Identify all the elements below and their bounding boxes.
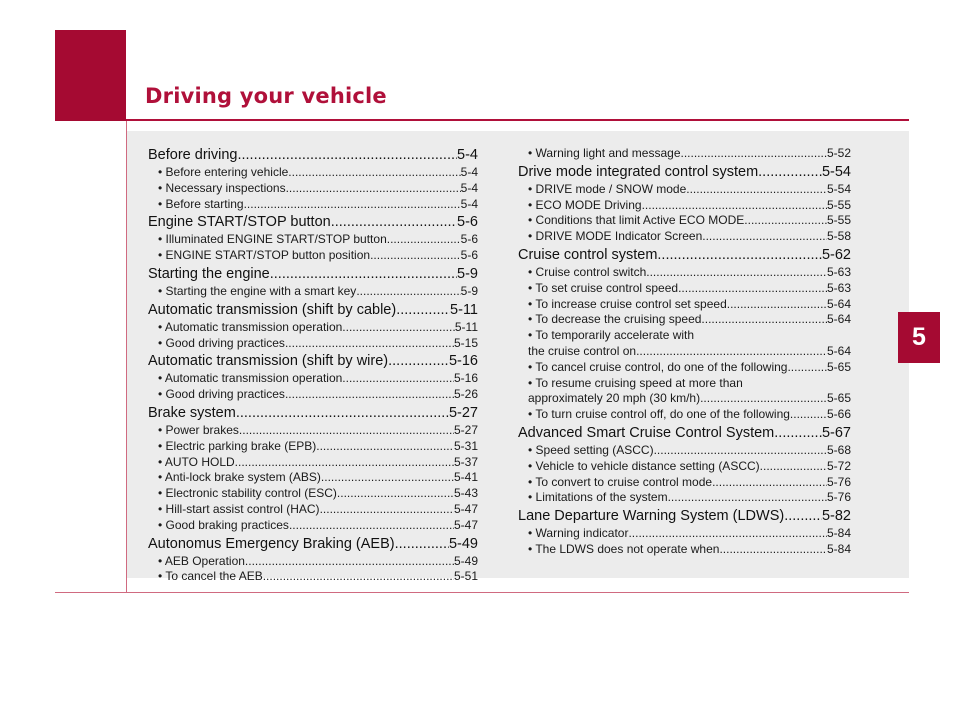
toc-item-continued: • To resume cruising speed at more than xyxy=(528,375,743,390)
toc-entry-label: • To decrease the cruising speed xyxy=(528,312,702,327)
toc-item-entry[interactable] xyxy=(518,542,851,558)
toc-page-number: 5-64 xyxy=(826,296,851,311)
toc-page-number: 5-58 xyxy=(826,229,851,244)
toc-entry-label: Cruise control system xyxy=(518,246,658,263)
dot-leader xyxy=(646,265,827,281)
dot-leader xyxy=(237,145,457,165)
toc-page-number: 5-64 xyxy=(826,343,851,358)
toc-item-entry[interactable] xyxy=(148,371,478,387)
toc-item-entry[interactable] xyxy=(148,336,478,352)
toc-section-entry[interactable] xyxy=(148,351,478,371)
toc-item-entry[interactable] xyxy=(518,265,851,281)
dot-leader xyxy=(289,518,454,534)
toc-entry-label: Autonomus Emergency Braking (AEB) xyxy=(148,535,395,552)
toc-item-entry[interactable] xyxy=(518,297,851,313)
toc-item-continued: • To temporarily accelerate with xyxy=(528,328,695,343)
dot-leader xyxy=(370,248,461,264)
toc-entry-label: Before driving xyxy=(148,147,238,163)
toc-section-entry[interactable] xyxy=(148,403,478,423)
dot-leader xyxy=(270,264,457,284)
toc-entry-label: • AUTO HOLD xyxy=(158,454,235,469)
dot-leader xyxy=(342,320,455,336)
bottom-rule xyxy=(55,592,909,593)
toc-page-number: 5-63 xyxy=(826,280,851,295)
toc-entry-label: Drive mode integrated control system xyxy=(518,163,759,180)
toc-item-entry[interactable] xyxy=(148,181,478,197)
toc-item-entry[interactable] xyxy=(518,229,851,245)
toc-entry-label: approximately 20 mph (30 km/h) xyxy=(528,391,701,406)
toc-page-number: 5-64 xyxy=(826,312,851,327)
dot-leader xyxy=(396,300,450,320)
dot-leader xyxy=(316,439,454,455)
page-title: Driving your vehicle xyxy=(145,84,387,108)
toc-entry-label: Lane Departure Warning System (LDWS) xyxy=(518,508,785,525)
toc-item-entry[interactable] xyxy=(518,459,851,475)
toc-entry-label: • Necessary inspections xyxy=(158,180,286,195)
toc-page-number: 5-9 xyxy=(457,265,478,282)
toc-page-number: 5-76 xyxy=(826,490,851,505)
toc-entry-label: • Conditions that limit Active ECO MODE xyxy=(528,213,745,228)
toc-entry-label: • Illuminated ENGINE START/STOP button xyxy=(158,232,387,247)
toc-page-number: 5-65 xyxy=(826,391,851,406)
chapter-tab[interactable]: 5 xyxy=(898,312,940,363)
dot-leader xyxy=(678,281,827,297)
toc-page-number: 5-63 xyxy=(826,264,851,279)
toc-item-entry[interactable] xyxy=(148,320,478,336)
toc-entry-label: • AEB Operation xyxy=(158,553,245,568)
dot-leader xyxy=(292,165,461,181)
toc-item-entry[interactable] xyxy=(148,554,478,570)
toc-entry-label: • To increase cruise control set speed xyxy=(528,296,727,311)
toc-page-number: 5-6 xyxy=(457,214,478,231)
toc-entry-label: • The LDWS does not operate when xyxy=(528,541,720,556)
dot-leader xyxy=(686,182,827,198)
toc-column-left xyxy=(148,145,478,585)
toc-entry-label: • Power brakes xyxy=(158,422,239,437)
toc-section-entry[interactable] xyxy=(518,423,851,443)
toc-page-number: 5-49 xyxy=(453,553,478,568)
toc-entry-label: • Electronic stability control (ESC) xyxy=(158,486,337,501)
dot-leader xyxy=(790,407,827,423)
toc-item-entry[interactable] xyxy=(518,360,851,376)
dot-leader xyxy=(668,490,827,506)
dot-leader xyxy=(642,198,827,214)
toc-item-entry[interactable] xyxy=(148,455,478,471)
toc-item-entry[interactable] xyxy=(148,284,478,300)
toc-page-number: 5-6 xyxy=(460,248,478,263)
toc-entry-label: • Good driving practices xyxy=(158,335,285,350)
toc-section-entry[interactable] xyxy=(148,264,478,284)
header-red-block xyxy=(55,30,126,121)
toc-entry-label: • DRIVE MODE Indicator Screen xyxy=(528,229,703,244)
toc-entry-label: • Before entering vehicle. xyxy=(158,165,292,179)
toc-item-entry[interactable] xyxy=(518,475,851,491)
toc-entry-label: • To set cruise control speed xyxy=(528,280,679,295)
toc-item-entry[interactable] xyxy=(148,423,478,439)
toc-page-number: 5-54 xyxy=(821,163,851,180)
toc-entry-label: • Electric parking brake (EPB) xyxy=(158,438,317,453)
dot-leader xyxy=(331,212,457,232)
dot-leader xyxy=(784,506,822,526)
toc-entry-label: • Starting the engine with a smart key xyxy=(158,283,357,298)
toc-page-number: 5-55 xyxy=(826,197,851,212)
toc-item-entry[interactable] xyxy=(148,502,478,518)
toc-item-entry[interactable] xyxy=(148,470,478,486)
toc-page-number: 5-11 xyxy=(454,319,478,334)
toc-page-number: 5-84 xyxy=(826,541,851,556)
dot-leader xyxy=(701,312,827,328)
toc-page-number: 5-16 xyxy=(453,371,478,386)
toc-entry-label: Automatic transmission (shift by wire) xyxy=(148,353,389,370)
toc-item-entry[interactable] xyxy=(148,569,478,585)
toc-page-number: 5-67 xyxy=(821,424,851,441)
toc-page-number: 5-82 xyxy=(821,508,851,525)
toc-page-number: 5-15 xyxy=(453,335,478,350)
toc-item-entry[interactable] xyxy=(518,407,851,423)
dot-leader xyxy=(244,197,461,213)
toc-entry-label: • To turn cruise control off, do one of the following xyxy=(528,407,790,422)
toc-page-number: 5-52 xyxy=(826,146,851,160)
toc-entry-label: • Cruise control switch xyxy=(528,264,647,279)
toc-item-entry[interactable] xyxy=(518,182,851,198)
dot-leader xyxy=(356,284,460,300)
toc-entry-label: • Warning indicator xyxy=(528,526,629,541)
toc-entry-label: • ECO MODE Driving xyxy=(528,197,642,212)
dot-leader xyxy=(654,443,827,459)
toc-item-entry[interactable] xyxy=(148,248,478,264)
dot-leader xyxy=(395,534,449,554)
toc-item-entry[interactable] xyxy=(148,486,478,502)
toc-page-number: 5-65 xyxy=(826,359,851,374)
toc-page-number: 5-4 xyxy=(460,165,478,179)
dot-leader xyxy=(681,146,827,162)
toc-entry-label: Advanced Smart Cruise Control System xyxy=(518,424,775,441)
toc-item-entry[interactable] xyxy=(518,146,851,162)
dot-leader xyxy=(236,403,449,423)
toc-item-entry[interactable] xyxy=(148,197,478,213)
toc-page-number: 5-51 xyxy=(453,569,478,584)
toc-item-entry[interactable] xyxy=(518,213,851,229)
toc-entry-label: • Hill-start assist control (HAC) xyxy=(158,501,320,516)
toc-page-number: 5-31 xyxy=(453,438,478,453)
toc-item-entry[interactable] xyxy=(518,490,851,506)
toc-item-entry[interactable] xyxy=(518,281,851,297)
toc-page-number: 5-16 xyxy=(448,353,478,370)
dot-leader xyxy=(700,391,827,407)
toc-entry-label: • Automatic transmission operation xyxy=(158,371,343,386)
toc-entry-label: the cruise control on xyxy=(528,343,637,358)
toc-item-entry[interactable] xyxy=(518,391,851,407)
toc-page-number: 5-66 xyxy=(826,407,851,422)
dot-leader xyxy=(787,360,827,376)
toc-entry-label: Starting the engine xyxy=(148,265,270,282)
toc-entry-label: • To cancel cruise control, do one of the following xyxy=(528,359,788,374)
dot-leader xyxy=(774,423,822,443)
toc-page-number: 5-47 xyxy=(453,501,478,516)
toc-entry-label: • To cancel the AEB xyxy=(158,569,263,584)
toc-page-number: 5-49 xyxy=(448,535,478,552)
toc-entry-label: • Good driving practices xyxy=(158,387,285,402)
toc-page-number: 5-84 xyxy=(826,526,851,541)
toc-page-number: 5-9 xyxy=(460,283,478,298)
toc-item-entry[interactable] xyxy=(518,344,851,360)
dot-leader xyxy=(245,554,454,570)
toc-page-number: 5-27 xyxy=(453,422,478,437)
dot-leader xyxy=(628,526,827,542)
toc-entry-label: • Limitations of the system xyxy=(528,490,668,505)
toc-page-number: 5-4 xyxy=(457,147,478,163)
toc-entry-label: • ENGINE START/STOP button position xyxy=(158,248,371,263)
toc-page-number: 5-4 xyxy=(460,180,478,195)
toc-entry-label: • Automatic transmission operation xyxy=(158,319,343,334)
toc-page-number: 5-62 xyxy=(821,246,851,263)
toc-page-number: 5-26 xyxy=(453,387,478,402)
toc-item-entry[interactable] xyxy=(148,439,478,455)
toc-entry-label: Brake system xyxy=(148,404,236,421)
toc-item-entry[interactable] xyxy=(148,165,478,181)
toc-column-right xyxy=(518,146,851,558)
dot-leader xyxy=(320,502,454,518)
dot-leader xyxy=(285,336,454,352)
dot-leader xyxy=(235,455,454,471)
toc-page-number: 5-76 xyxy=(826,474,851,489)
dot-leader xyxy=(727,297,827,313)
dot-leader xyxy=(657,245,822,265)
toc-section-entry[interactable] xyxy=(148,212,478,232)
toc-entry-label: Engine START/STOP button xyxy=(148,214,331,231)
toc-page-number: 5-68 xyxy=(826,442,851,457)
toc-section-entry[interactable] xyxy=(518,162,851,182)
dot-leader xyxy=(702,229,827,245)
title-underline xyxy=(126,119,909,121)
dot-leader xyxy=(636,344,827,360)
dot-leader xyxy=(388,351,449,371)
toc-entry-label: Automatic transmission (shift by cable) xyxy=(148,301,397,318)
dot-leader xyxy=(239,423,454,439)
toc-item-entry[interactable] xyxy=(518,198,851,214)
toc-page-number: 5-37 xyxy=(453,454,478,469)
dot-leader xyxy=(286,181,461,197)
toc-section-entry[interactable] xyxy=(148,300,478,320)
toc-page-number: 5-11 xyxy=(450,301,478,318)
toc-entry-label: • Anti-lock brake system (ABS) xyxy=(158,470,321,485)
toc-item-entry[interactable] xyxy=(148,387,478,403)
toc-section-entry[interactable] xyxy=(518,245,851,265)
dot-leader xyxy=(744,213,827,229)
toc-section-entry[interactable] xyxy=(148,534,478,554)
toc-item-entry[interactable] xyxy=(518,312,851,328)
dot-leader xyxy=(760,459,827,475)
dot-leader xyxy=(758,162,822,182)
toc-item-entry[interactable] xyxy=(518,443,851,459)
toc-page-number: 5-55 xyxy=(826,213,851,228)
toc-entry-label: • Warning light and message xyxy=(528,146,681,160)
toc-entry-label: • To convert to cruise control mode xyxy=(528,474,713,489)
toc-page-number: 5-6 xyxy=(460,232,478,247)
toc-entry-label: • Vehicle to vehicle distance setting (ASCC) xyxy=(528,458,760,473)
dot-leader xyxy=(285,387,454,403)
toc-page-number: 5-27 xyxy=(448,404,478,421)
toc-entry-label: • DRIVE mode / SNOW mode xyxy=(528,181,687,196)
dot-leader xyxy=(712,475,827,491)
dot-leader xyxy=(337,486,454,502)
toc-page-number: 5-41 xyxy=(453,470,478,485)
toc-section-entry[interactable] xyxy=(518,506,851,526)
dot-leader xyxy=(342,371,454,387)
toc-section-entry[interactable] xyxy=(148,145,478,165)
toc-page-number: 5-47 xyxy=(453,517,478,532)
dot-leader xyxy=(321,470,454,486)
dot-leader xyxy=(719,542,827,558)
dot-leader xyxy=(387,232,461,248)
toc-page-number: 5-43 xyxy=(453,486,478,501)
toc-page-number: 5-72 xyxy=(826,458,851,473)
toc-entry-label: • Speed setting (ASCC) xyxy=(528,442,654,457)
toc-item-entry[interactable] xyxy=(518,526,851,542)
toc-page-number: 5-4 xyxy=(460,196,478,211)
toc-item-entry[interactable] xyxy=(148,232,478,248)
toc-page-number: 5-54 xyxy=(826,181,851,196)
dot-leader xyxy=(263,569,454,585)
toc-entry-label: • Good braking practices xyxy=(158,517,289,532)
toc-entry-label: • Before starting xyxy=(158,196,244,211)
toc-item-entry[interactable] xyxy=(148,518,478,534)
